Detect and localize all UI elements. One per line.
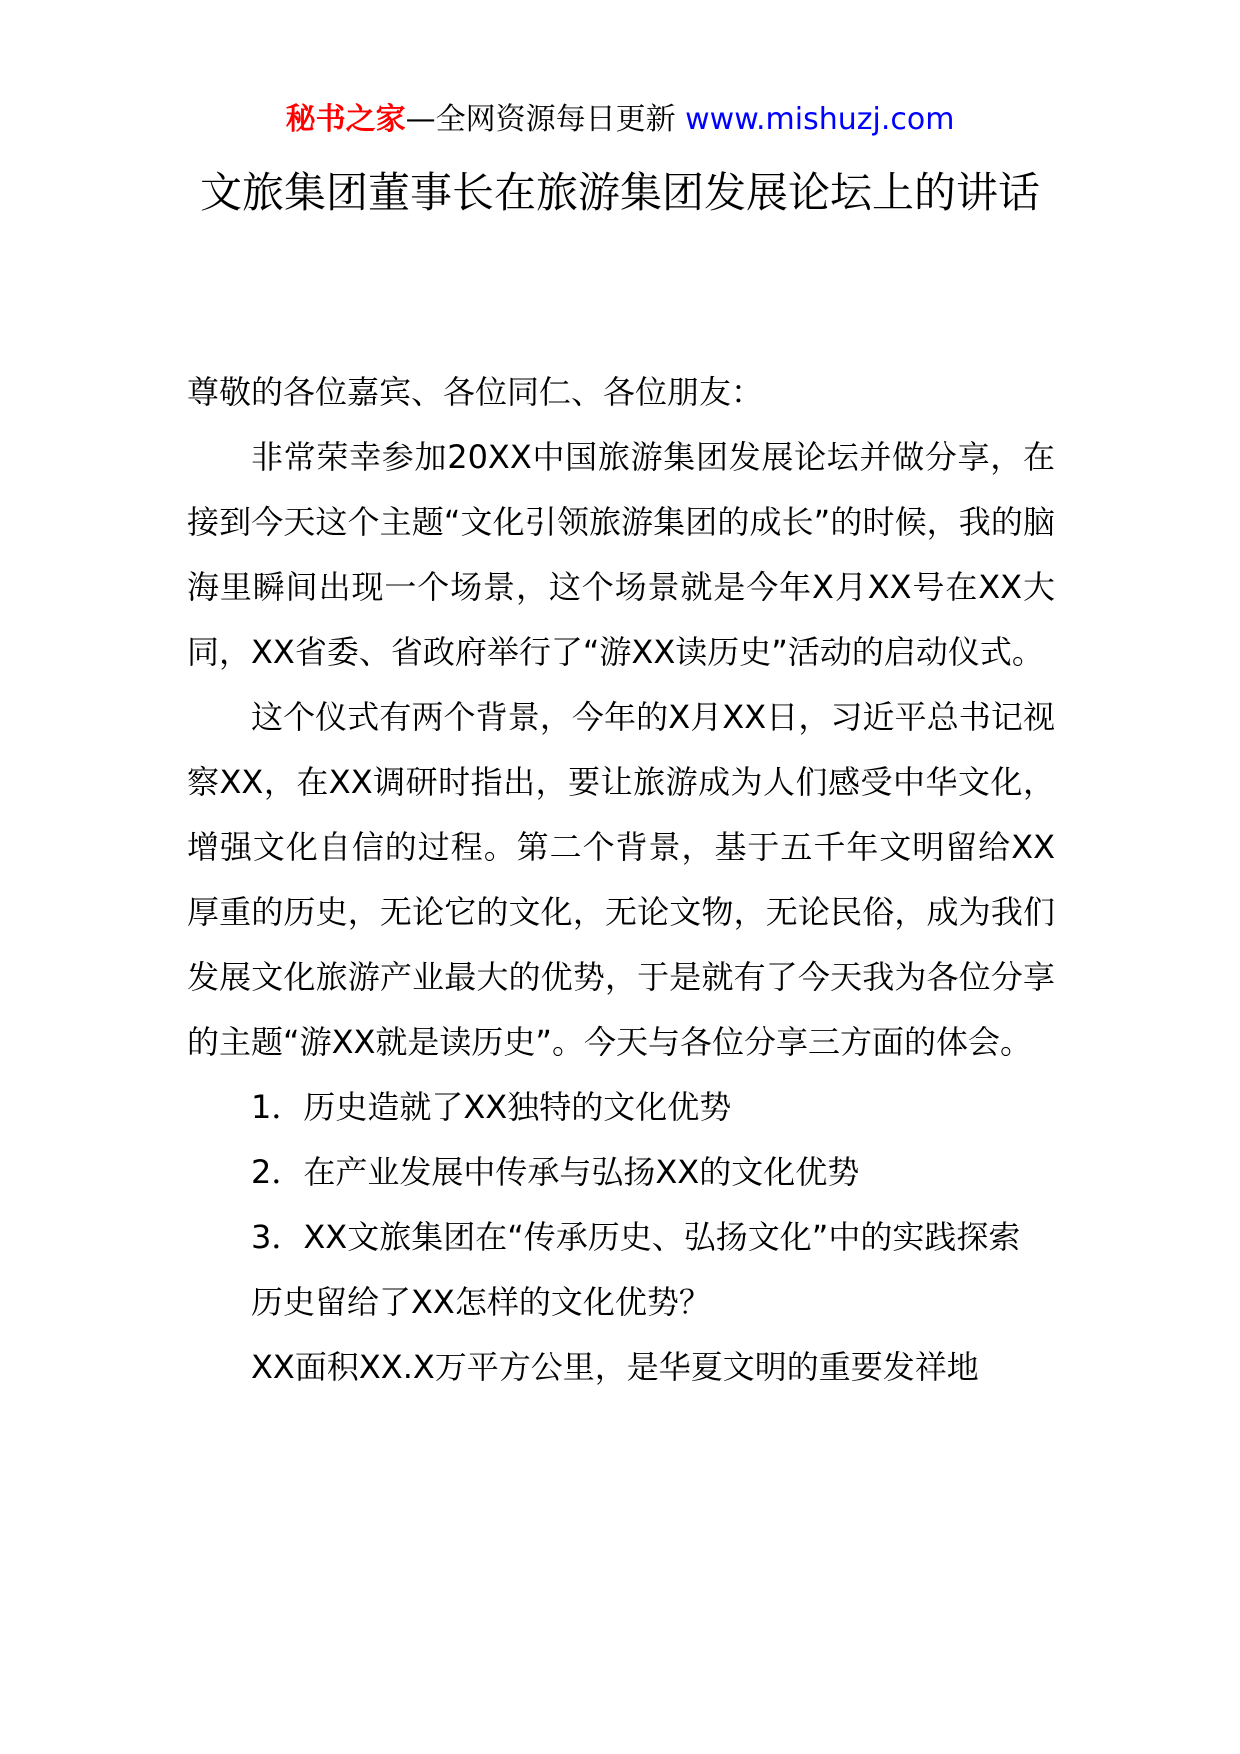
paragraph-intro: 非常荣幸参加20XX中国旅游集团发展论坛并做分享，在接到今天这个主题“文化引领旅游集团的成长”的时候，我的脑海里瞬间出现一个场景，这个场景就是今年X月XX号在XX大同，XX省委、省政府举行了“游XX读历史”活动的启动仪式。 — [187, 438, 1055, 671]
header-slogan: —全网资源每日更新 — [405, 102, 686, 137]
paragraph-area: XX面积XX.X万平方公里，是华夏文明的重要发祥地 — [251, 1348, 979, 1386]
salutation: 尊敬的各位嘉宾、各位同仁、各位朋友： — [187, 373, 764, 411]
list-item-2: 2．在产业发展中传承与弘扬XX的文化优势 — [251, 1153, 860, 1191]
section-question: 历史留给了XX怎样的文化优势？ — [251, 1283, 711, 1321]
list-item-1: 1．历史造就了XX独特的文化优势 — [251, 1088, 732, 1126]
document-title: 文旅集团董事长在旅游集团发展论坛上的讲话 — [199, 168, 1040, 217]
document-body — [187, 360, 1055, 1400]
brand-name: 秘书之家 — [285, 102, 406, 137]
list-item-3: 3．XX文旅集团在“传承历史、弘扬文化”中的实践探索 — [251, 1218, 1021, 1256]
site-header — [0, 100, 1240, 140]
paragraph-background: 这个仪式有两个背景，今年的X月XX日，习近平总书记视察XX，在XX调研时指出，要让旅游成为人们感受中华文化，增强文化自信的过程。第二个背景，基于五千年文明留给XX厚重的历史，无论它的文化，无论文物，无论民俗，成为我们发展文化旅游产业最大的优势，于是就有了今天我为各位分享的主题“游XX就是读历史”。今天与各位分享三方面的体会。 — [187, 698, 1055, 1061]
site-url-link[interactable]: www.mishuzj.com — [685, 102, 955, 137]
